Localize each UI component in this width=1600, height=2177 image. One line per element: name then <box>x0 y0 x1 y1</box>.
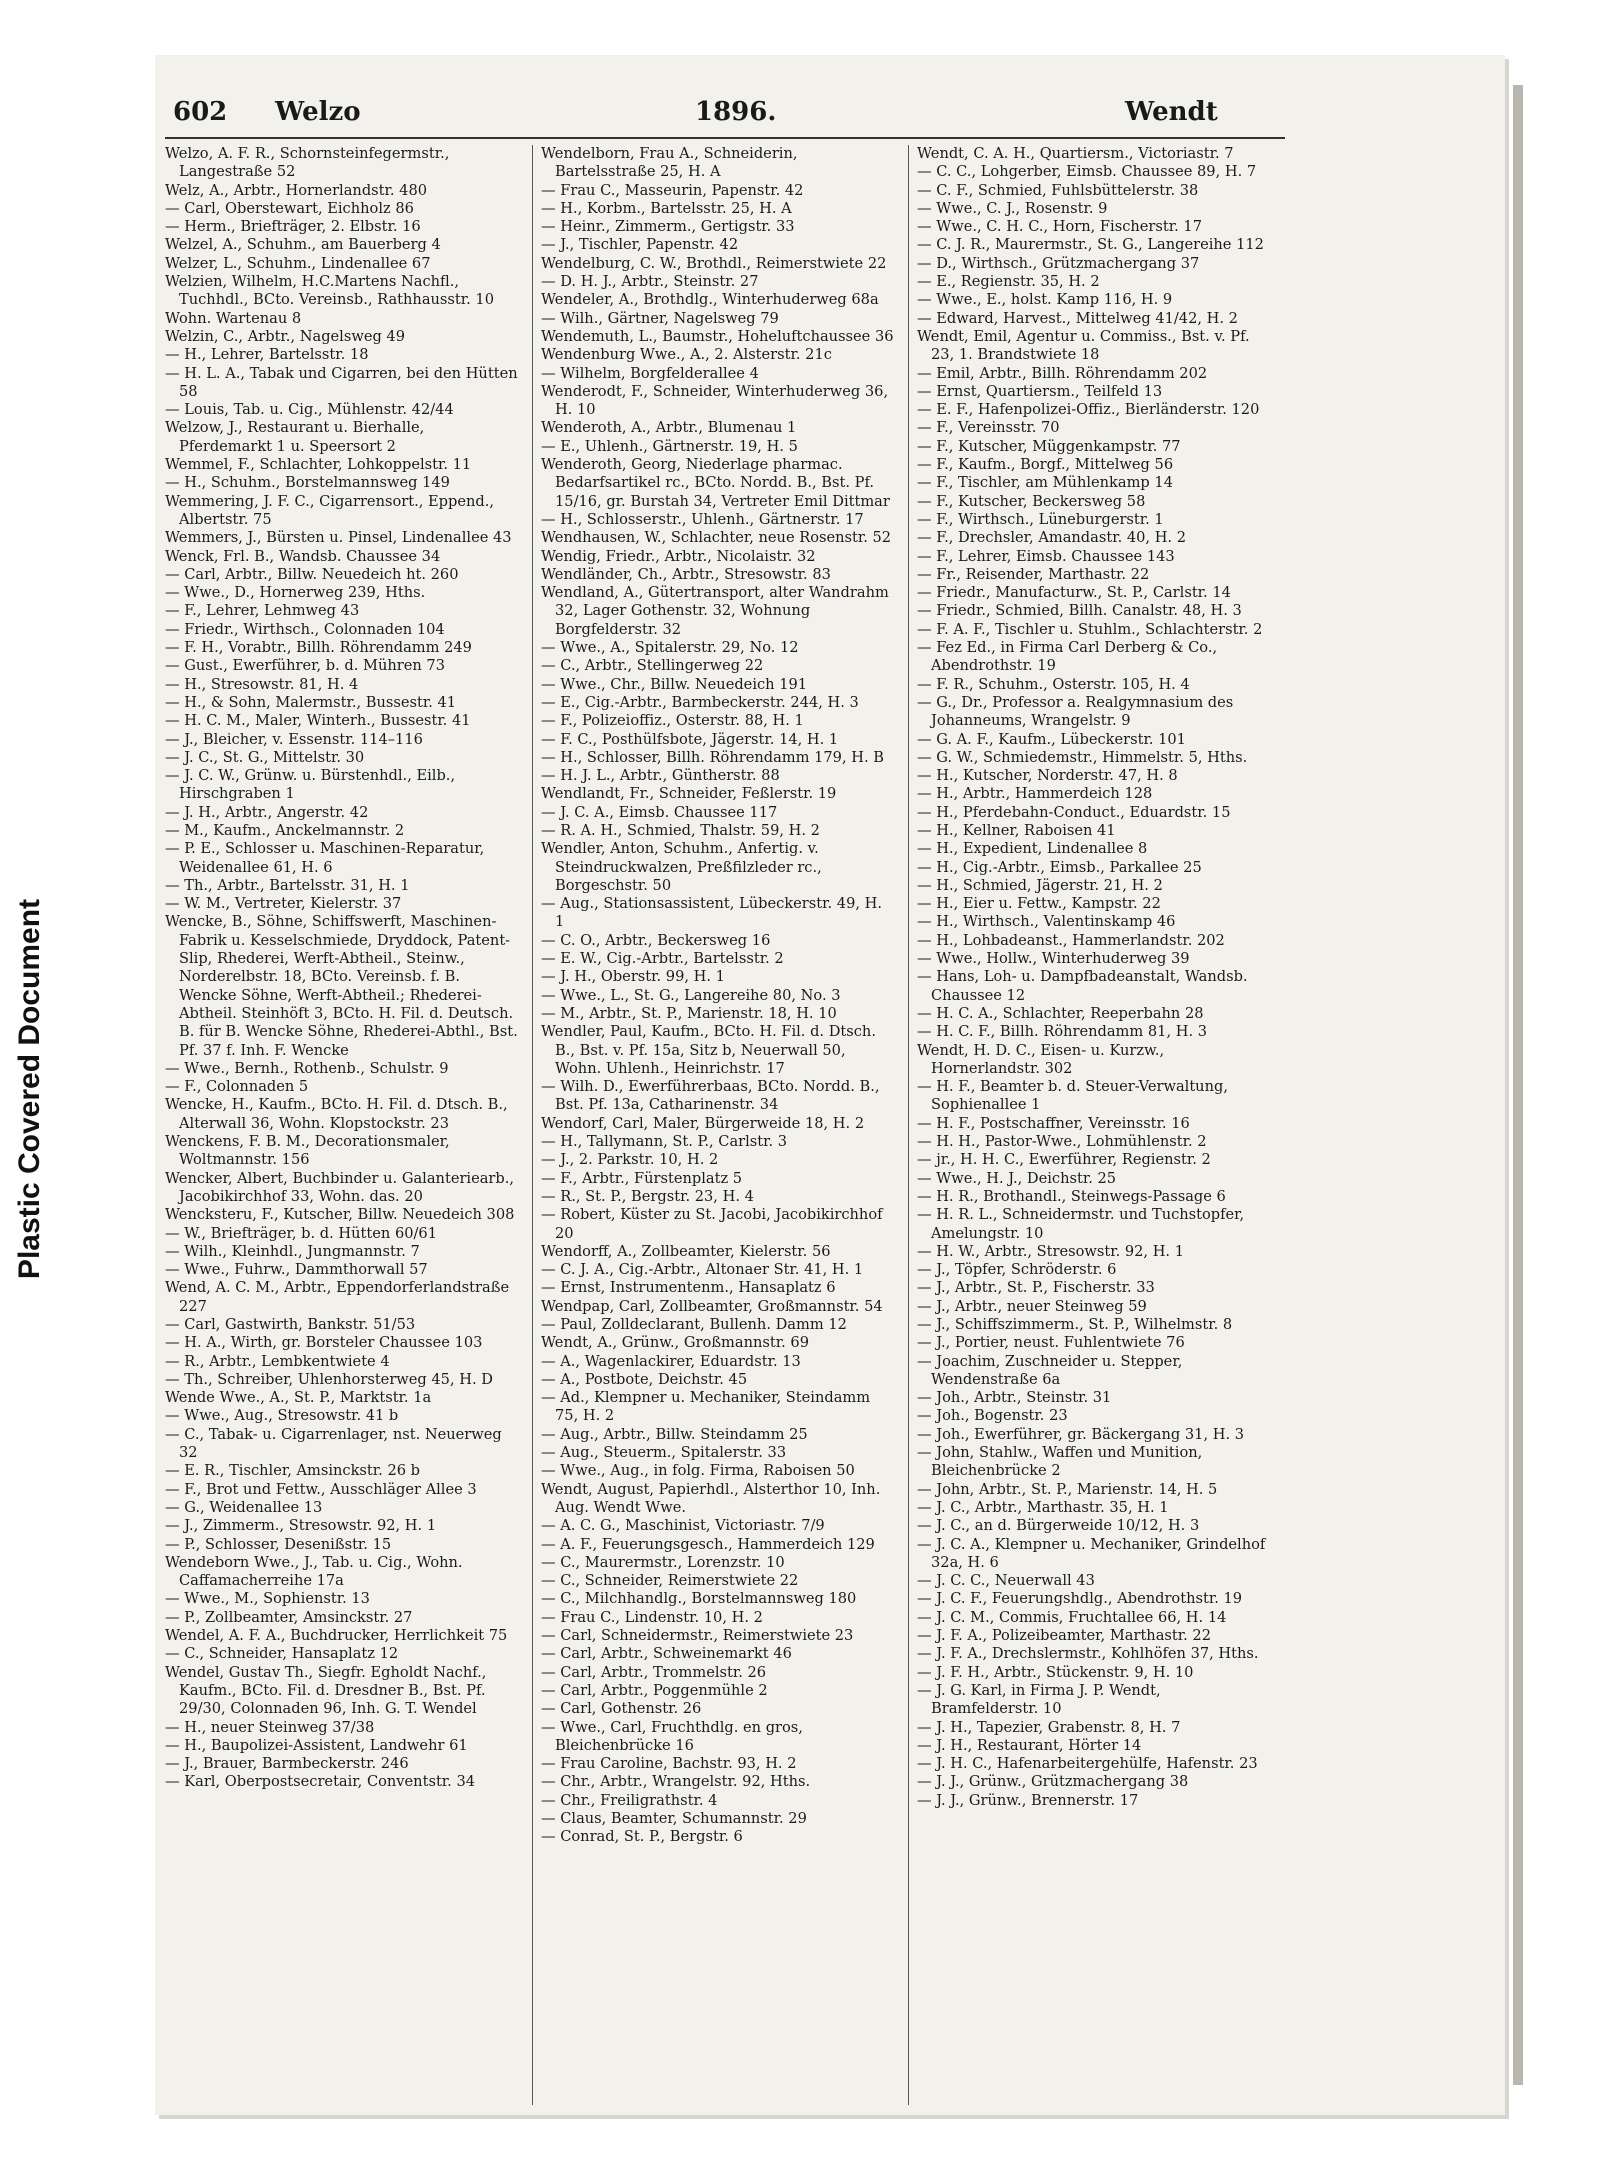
directory-entry: — F., Lehrer, Lehmweg 43 <box>165 602 360 620</box>
directory-entry: Wendorff, A., Zollbeamter, Kielerstr. 56 <box>541 1242 831 1260</box>
directory-entry: — Ernst, Instrumentenm., Hansaplatz 6 <box>541 1279 836 1297</box>
header-rule <box>165 137 1285 139</box>
directory-entry: Wendlandt, Fr., Schneider, Feßlerstr. 19 <box>541 785 837 803</box>
directory-entry: — Carl, Gastwirth, Bankstr. 51/53 <box>165 1316 416 1333</box>
directory-entry: — F. R., Schuhm., Osterstr. 105, H. 4 <box>917 675 1190 693</box>
directory-entry: — F., Kutscher, Müggenkampstr. 77 <box>917 437 1181 455</box>
column-3 <box>917 145 1271 1810</box>
directory-entry: Wendig, Friedr., Arbtr., Nicolaistr. 32 <box>541 547 816 565</box>
directory-entry: — R. A. H., Schmied, Thalstr. 59, H. 2 <box>541 821 820 839</box>
directory-entry: — H., Korbm., Bartelsstr. 25, H. A <box>541 199 792 217</box>
directory-entry: — Wwe., C. H. C., Horn, Fischerstr. 17 <box>917 218 1202 236</box>
directory-entry: — Paul, Zolldeclarant, Bullenh. Damm 12 <box>541 1316 847 1333</box>
directory-entry: — J. J., Grünw., Grützmachergang 38 <box>917 1773 1189 1791</box>
directory-entry: — Wwe., Fuhrw., Dammthorwall 57 <box>165 1261 428 1279</box>
directory-entry: — Wwe., D., Hornerweg 239, Hths. <box>165 584 426 602</box>
directory-entry: — D., Wirthsch., Grützmachergang 37 <box>917 254 1200 272</box>
directory-entry: — H. J. L., Arbtr., Güntherstr. 88 <box>541 767 780 785</box>
directory-entry: — H. C. F., Billh. Röhrendamm 81, H. 3 <box>917 1023 1208 1041</box>
directory-entry: — H. L. A., Tabak und Cigarren, bei den Hütten 58 <box>165 364 518 400</box>
directory-entry: — H., Wirthsch., Valentinskamp 46 <box>917 913 1176 931</box>
directory-entry: Wencker, Albert, Buchbinder u. Galanteriearb., Jacobikirchhof 33, Wohn. das. 20 <box>165 1169 515 1205</box>
directory-entry: — H., Stresowstr. 81, H. 4 <box>165 675 359 693</box>
directory-entry: — G. W., Schmiedemstr., Himmelstr. 5, Hths. <box>917 748 1248 766</box>
directory-entry: — Carl, Arbtr., Poggenmühle 2 <box>541 1681 768 1699</box>
directory-entry: — C., Arbtr., Stellingerweg 22 <box>541 657 764 675</box>
directory-entry: — H. R., Brothandl., Steinwegs-Passage 6 <box>917 1187 1226 1205</box>
directory-entry: Wendel, A. F. A., Buchdrucker, Herrlichkeit 75 <box>165 1627 508 1645</box>
directory-entry: Wendt, H. D. C., Eisen- u. Kurzw., Hornerlandstr. 302 <box>917 1041 1165 1077</box>
keyword-left: Welzo <box>275 97 361 127</box>
column-divider <box>532 145 533 2105</box>
directory-entry: — Wwe., Bernh., Rothenb., Schulstr. 9 <box>165 1059 449 1077</box>
directory-entry: — J. C. A., Eimsb. Chaussee 117 <box>541 803 778 821</box>
directory-entry: Wendpap, Carl, Zollbeamter, Großmannstr. 54 <box>541 1297 883 1315</box>
directory-entry: — Fr., Reisender, Marthastr. 22 <box>917 565 1150 583</box>
directory-entry: — J. H. C., Hafenarbeitergehülfe, Hafenstr. 23 <box>917 1755 1258 1773</box>
directory-entry: Wenderoth, A., Arbtr., Blumenau 1 <box>541 419 797 437</box>
directory-entry: — F., Lehrer, Eimsb. Chaussee 143 <box>917 547 1175 565</box>
directory-entry: Welzer, L., Schuhm., Lindenallee 67 <box>165 254 431 272</box>
directory-entry: Wendelborn, Frau A., Schneiderin, Bartelsstraße 25, H. A <box>541 145 798 181</box>
directory-entry: — John, Arbtr., St. P., Marienstr. 14, H. 5 <box>917 1480 1218 1498</box>
directory-entry: — H., & Sohn, Malermstr., Bussestr. 41 <box>165 693 457 711</box>
directory-entry: — H. C. A., Schlachter, Reeperbahn 28 <box>917 1004 1204 1022</box>
directory-entry: Wende Wwe., A., St. P., Marktstr. 1a <box>165 1389 432 1407</box>
directory-entry: — John, Stahlw., Waffen und Munition, Bleichenbrücke 2 <box>917 1444 1203 1480</box>
directory-entry: — Frau C., Masseurin, Papenstr. 42 <box>541 181 804 199</box>
directory-entry: — Claus, Beamter, Schumannstr. 29 <box>541 1810 807 1828</box>
directory-entry: — M., Kaufm., Anckelmannstr. 2 <box>165 821 405 839</box>
directory-entry: Wendhausen, W., Schlachter, neue Rosenstr. 52 <box>541 529 892 547</box>
directory-entry: — H. A., Wirth, gr. Borsteler Chaussee 103 <box>165 1334 483 1352</box>
directory-entry: — E. R., Tischler, Amsinckstr. 26 b <box>165 1462 420 1480</box>
directory-entry: — J. G. Karl, in Firma J. P. Wendt, Bramfelderstr. 10 <box>917 1681 1161 1718</box>
directory-entry: — Wilh., Kleinhdl., Jungmannstr. 7 <box>165 1242 420 1260</box>
directory-entry: — Conrad, St. P., Bergstr. 6 <box>541 1828 743 1846</box>
directory-entry: — Wwe., L., St. G., Langereihe 80, No. 3 <box>541 986 841 1004</box>
directory-entry: — A. F., Feuerungsgesch., Hammerdeich 129 <box>541 1535 875 1553</box>
directory-entry: — F. C., Posthülfsbote, Jägerstr. 14, H. 1 <box>541 730 839 748</box>
directory-entry: — J., Brauer, Barmbeckerstr. 246 <box>165 1755 409 1773</box>
directory-entry: — J. C. A., Klempner u. Mechaniker, Grindelhof 32a, H. 6 <box>917 1535 1266 1571</box>
directory-entry: Wendorf, Carl, Maler, Bürgerweide 18, H. 2 <box>541 1114 865 1132</box>
directory-entry: — J., Schiffszimmerm., St. P., Wilhelmstr. 8 <box>917 1316 1233 1333</box>
directory-entry: Welzin, C., Arbtr., Nagelsweg 49 <box>165 327 406 345</box>
directory-entry: — J. C., an d. Bürgerweide 10/12, H. 3 <box>917 1517 1200 1535</box>
directory-entry: — Wwe., C. J., Rosenstr. 9 <box>917 199 1108 217</box>
directory-entry: Wend, A. C. M., Arbtr., Eppendorferlandstraße 227 <box>165 1279 510 1315</box>
directory-entry: — Joh., Arbtr., Steinstr. 31 <box>917 1389 1112 1407</box>
directory-entry: — F., Brot und Fettw., Ausschläger Allee 3 <box>165 1480 477 1498</box>
directory-entry: — Wwe., E., holst. Kamp 116, H. 9 <box>917 291 1173 309</box>
directory-entry: — H., Eier u. Fettw., Kampstr. 22 <box>917 895 1161 913</box>
directory-entry: Wendland, A., Gütertransport, alter Wandrahm 32, Lager Gothenstr. 32, Wohnung Borgfelderstr. 32 <box>541 584 889 638</box>
directory-entry: — Fez Ed., in Firma Carl Derberg & Co., Abendrothstr. 19 <box>917 639 1218 675</box>
directory-entry: — Wwe., Aug., Stresowstr. 41 b <box>165 1407 399 1425</box>
directory-entry: — Frau Caroline, Bachstr. 93, H. 2 <box>541 1755 797 1773</box>
directory-entry: — H., Cig.-Arbtr., Eimsb., Parkallee 25 <box>917 858 1202 876</box>
directory-entry: — Wilh. D., Ewerführerbaas, BCto. Nordd. B., Bst. Pf. 13a, Catharinenstr. 34 <box>541 1078 880 1114</box>
directory-entry: Wenck, Frl. B., Wandsb. Chaussee 34 <box>165 547 441 565</box>
directory-entry: — C. C., Lohgerber, Eimsb. Chaussee 89, H. 7 <box>917 163 1257 181</box>
side-label-text: Plastic Covered Document <box>13 898 46 1279</box>
directory-entry: Welz, A., Arbtr., Hornerlandstr. 480 <box>165 181 428 199</box>
directory-entry: — Wwe., Carl, Fruchthdlg. en gros, Bleichenbrücke 16 <box>541 1718 803 1754</box>
directory-entry: — Carl, Arbtr., Billw. Neuedeich ht. 260 <box>165 565 459 583</box>
directory-entry: — E., Uhlenh., Gärtnerstr. 19, H. 5 <box>541 437 798 455</box>
directory-entry: — J., Bleicher, v. Essenstr. 114–116 <box>165 730 423 748</box>
directory-entry: — C., Schneider, Reimerstwiete 22 <box>541 1572 799 1590</box>
directory-entry: — H., Lohbadeanst., Hammerlandstr. 202 <box>917 931 1225 949</box>
directory-entry: — C. F., Schmied, Fuhlsbüttelerstr. 38 <box>917 181 1199 199</box>
directory-entry: — Chr., Arbtr., Wrangelstr. 92, Hths. <box>541 1773 811 1791</box>
directory-entry: — F., Arbtr., Fürstenplatz 5 <box>541 1169 743 1187</box>
directory-entry: Welzel, A., Schuhm., am Bauerberg 4 <box>165 236 441 254</box>
directory-entry: — W. M., Vertreter, Kielerstr. 37 <box>165 895 402 913</box>
directory-entry: — Gust., Ewerführer, b. d. Mühren 73 <box>165 657 445 675</box>
directory-entry: Wenckens, F. B. M., Decorationsmaler, Woltmannstr. 156 <box>165 1133 450 1169</box>
directory-entry: — J., Zimmerm., Stresowstr. 92, H. 1 <box>165 1517 437 1535</box>
directory-entry: — Friedr., Manufacturw., St. P., Carlstr. 14 <box>917 584 1231 602</box>
directory-entry: Wendeler, A., Brothdlg., Winterhuderweg 68a <box>541 291 879 309</box>
directory-entry: — H., Kellner, Raboisen 41 <box>917 821 1116 839</box>
directory-entry: — R., Arbtr., Lembkentwiete 4 <box>165 1352 390 1370</box>
directory-entry: — C. J. R., Maurermstr., St. G., Langereihe 112 <box>917 236 1264 254</box>
directory-entry: — jr., H. H. C., Ewerführer, Regienstr. 2 <box>917 1151 1211 1169</box>
directory-entry: Wendler, Paul, Kaufm., BCto. H. Fil. d. Dtsch. B., Bst. v. Pf. 15a, Sitz b, Neuerwall 50, Wohn. Uhlenh., Heinrichstr. 17 <box>541 1023 876 1077</box>
directory-entry: — H., Schuhm., Borstelmannsweg 149 <box>165 474 450 492</box>
directory-entry: — Wwe., Aug., in folg. Firma, Raboisen 50 <box>541 1462 855 1480</box>
directory-entry: Wendt, A., Grünw., Großmannstr. 69 <box>541 1334 809 1352</box>
directory-entry: — Carl, Arbtr., Trommelstr. 26 <box>541 1663 767 1681</box>
side-label <box>0 0 60 2177</box>
directory-entry: — A., Wagenlackirer, Eduardstr. 13 <box>541 1352 801 1370</box>
directory-entry: — H. R. L., Schneidermstr. und Tuchstopfer, Amelungstr. 10 <box>917 1206 1245 1242</box>
directory-entry: — F., Tischler, am Mühlenkamp 14 <box>917 474 1173 492</box>
directory-entry: — H. W., Arbtr., Stresowstr. 92, H. 1 <box>917 1242 1184 1260</box>
directory-entry: — E., Regienstr. 35, H. 2 <box>917 273 1100 291</box>
directory-entry: Wemmel, F., Schlachter, Lohkoppelstr. 11 <box>165 456 472 474</box>
directory-entry: — H., Schlosser, Billh. Röhrendamm 179, H. B <box>541 748 884 766</box>
directory-entry: — Herm., Briefträger, 2. Elbstr. 16 <box>165 218 421 236</box>
directory-entry: — F., Vereinsstr. 70 <box>917 419 1060 437</box>
directory-entry: — Carl, Schneidermstr., Reimerstwiete 23 <box>541 1627 854 1645</box>
directory-entry: — J. C. F., Feuerungshdlg., Abendrothstr. 19 <box>917 1590 1243 1608</box>
page-edge <box>1513 85 1523 2085</box>
page-number: 602 <box>173 97 228 127</box>
directory-entry: — E., Cig.-Arbtr., Barmbeckerstr. 244, H. 3 <box>541 693 859 711</box>
directory-entry: — J., Arbtr., St. P., Fischerstr. 33 <box>917 1279 1155 1297</box>
directory-entry: Wendelburg, C. W., Brothdl., Reimerstwiete 22 <box>541 254 887 272</box>
directory-entry: — Louis, Tab. u. Cig., Mühlenstr. 42/44 <box>165 401 454 419</box>
directory-entry: — Joh., Ewerführer, gr. Bäckergang 31, H. 3 <box>917 1425 1245 1443</box>
directory-entry: — J. F. A., Polizeibeamter, Marthastr. 22 <box>917 1627 1211 1645</box>
directory-entry: — Carl, Arbtr., Schweinemarkt 46 <box>541 1645 792 1663</box>
directory-entry: — J. C., Arbtr., Marthastr. 35, H. 1 <box>917 1498 1169 1516</box>
directory-entry: — Aug., Arbtr., Billw. Steindamm 25 <box>541 1425 808 1443</box>
directory-entry: — C. O., Arbtr., Beckersweg 16 <box>541 931 771 949</box>
directory-entry: Wendeborn Wwe., J., Tab. u. Cig., Wohn. Caffamacherreihe 17a <box>165 1553 463 1590</box>
directory-entry: — H., neuer Steinweg 37/38 <box>165 1718 375 1736</box>
directory-entry: — Aug., Steuerm., Spitalerstr. 33 <box>541 1444 787 1462</box>
directory-entry: — Edward, Harvest., Mittelweg 41/42, H. 2 <box>917 309 1238 327</box>
directory-entry: Wendemuth, L., Baumstr., Hoheluftchaussee 36 <box>541 327 894 345</box>
directory-entry: — J. H., Tapezier, Grabenstr. 8, H. 7 <box>917 1718 1181 1736</box>
directory-entry: Wencke, H., Kaufm., BCto. H. Fil. d. Dtsch. B., Alterwall 36, Wohn. Klopstockstr. 23 <box>165 1096 508 1132</box>
directory-entry: — Emil, Arbtr., Billh. Röhrendamm 202 <box>917 364 1208 382</box>
scanned-page <box>155 55 1505 2115</box>
directory-entry: — J. J., Grünw., Brennerstr. 17 <box>917 1791 1139 1809</box>
directory-entry: — Wwe., Chr., Billw. Neuedeich 191 <box>541 675 808 693</box>
directory-entry: — H. H., Pastor-Wwe., Lohmühlenstr. 2 <box>917 1133 1207 1151</box>
directory-entry: — C., Tabak- u. Cigarrenlager, nst. Neuerweg 32 <box>165 1425 502 1462</box>
directory-entry: — A. C. G., Maschinist, Victoriastr. 7/9 <box>541 1517 825 1535</box>
directory-entry: — G., Weidenallee 13 <box>165 1498 323 1516</box>
directory-entry: — H., Kutscher, Norderstr. 47, H. 8 <box>917 767 1178 785</box>
directory-entry: — H. F., Beamter b. d. Steuer-Verwaltung, Sophienallee 1 <box>917 1078 1228 1114</box>
directory-entry: — Wwe., M., Sophienstr. 13 <box>165 1590 370 1608</box>
directory-entry: — J., 2. Parkstr. 10, H. 2 <box>541 1151 719 1169</box>
page-header <box>165 97 1245 131</box>
directory-entry: — R., St. P., Bergstr. 23, H. 4 <box>541 1187 754 1205</box>
directory-entry: — C., Schneider, Hansaplatz 12 <box>165 1645 399 1663</box>
directory-entry: Wenderodt, F., Schneider, Winterhuderweg 36, H. 10 <box>541 382 889 419</box>
directory-entry: — Th., Arbtr., Bartelsstr. 31, H. 1 <box>165 876 410 894</box>
directory-entry: Wendt, C. A. H., Quartiersm., Victoriastr. 7 <box>917 145 1234 162</box>
directory-entry: — P. E., Schlosser u. Maschinen-Reparatur, Weidenallee 61, H. 6 <box>165 840 485 876</box>
directory-entry: — J. H., Arbtr., Angerstr. 42 <box>165 803 369 821</box>
directory-entry: — J., Töpfer, Schröderstr. 6 <box>917 1261 1117 1279</box>
column-2 <box>541 145 895 1847</box>
directory-entry: — J. H., Oberstr. 99, H. 1 <box>541 968 725 986</box>
directory-entry: — Karl, Oberpostsecretair, Conventstr. 34 <box>165 1773 476 1791</box>
directory-entry: — F., Polizeioffiz., Osterstr. 88, H. 1 <box>541 712 804 730</box>
directory-entry: — Robert, Küster zu St. Jacobi, Jacobikirchhof 20 <box>541 1206 883 1242</box>
directory-entry: Wendt, August, Papierhdl., Alsterthor 10, Inh. Aug. Wendt Wwe. <box>541 1480 881 1516</box>
directory-entry: — F. A. F., Tischler u. Stuhlm., Schlachterstr. 2 <box>917 620 1263 638</box>
directory-entry: — J., Arbtr., neuer Steinweg 59 <box>917 1297 1147 1315</box>
directory-entry: — J. F. A., Drechslermstr., Kohlhöfen 37, Hths. <box>917 1645 1259 1663</box>
directory-entry: — Chr., Freiligrathstr. 4 <box>541 1791 718 1809</box>
directory-entry: — J. C. W., Grünw. u. Bürstenhdl., Eilb., Hirschgraben 1 <box>165 767 456 803</box>
directory-entry: — F., Kaufm., Borgf., Mittelweg 56 <box>917 456 1174 474</box>
directory-entry: — C., Milchhandlg., Borstelmannsweg 180 <box>541 1590 857 1608</box>
directory-entry: — Wilh., Gärtner, Nagelsweg 79 <box>541 309 779 327</box>
directory-entry: — H. C. M., Maler, Winterh., Bussestr. 41 <box>165 712 471 730</box>
directory-entry: — Wwe., Hollw., Winterhuderweg 39 <box>917 950 1190 968</box>
directory-entry: — H., Baupolizei-Assistent, Landwehr 61 <box>165 1736 468 1754</box>
directory-entry: — J. F. H., Arbtr., Stückenstr. 9, H. 10 <box>917 1663 1194 1681</box>
directory-entry: Wendler, Anton, Schuhm., Anfertig. v. Steindruckwalzen, Preßfilzleder rc., Borgeschstr. 50 <box>541 840 822 894</box>
directory-entry: — Friedr., Wirthsch., Colonnaden 104 <box>165 620 445 638</box>
directory-entry: — G. A. F., Kaufm., Lübeckerstr. 101 <box>917 730 1186 748</box>
directory-entry: — F., Colonnaden 5 <box>165 1078 309 1096</box>
directory-entry: — Joachim, Zuschneider u. Stepper, Wendenstraße 6a <box>917 1352 1183 1388</box>
directory-entry: — Wwe., A., Spitalerstr. 29, No. 12 <box>541 639 799 657</box>
directory-entry: Wemmering, J. F. C., Cigarrensort., Eppend., Albertstr. 75 <box>165 492 494 528</box>
directory-entry: — P., Zollbeamter, Amsinckstr. 27 <box>165 1608 413 1626</box>
directory-entry: — Ernst, Quartiersm., Teilfeld 13 <box>917 382 1163 400</box>
directory-entry: Welzo, A. F. R., Schornsteinfegermstr., Langestraße 52 <box>165 145 450 181</box>
keyword-right: Wendt <box>1125 97 1218 127</box>
directory-entry: — W., Briefträger, b. d. Hütten 60/61 <box>165 1224 437 1242</box>
directory-entry: — Joh., Bogenstr. 23 <box>917 1407 1068 1425</box>
directory-entry: — E. W., Cig.-Arbtr., Bartelsstr. 2 <box>541 950 784 968</box>
directory-entry: — J., Portier, neust. Fuhlentwiete 76 <box>917 1334 1185 1352</box>
directory-entry: — Frau C., Lindenstr. 10, H. 2 <box>541 1608 763 1626</box>
directory-entry: Wendt, Emil, Agentur u. Commiss., Bst. v. Pf. 23, 1. Brandstwiete 18 <box>917 327 1250 364</box>
directory-entry: — P., Schlosser, Desenißstr. 15 <box>165 1535 392 1553</box>
directory-entry: — A., Postbote, Deichstr. 45 <box>541 1370 748 1388</box>
directory-entry: — Carl, Gothenstr. 26 <box>541 1700 702 1718</box>
directory-entry: — M., Arbtr., St. P., Marienstr. 18, H. 10 <box>541 1004 837 1022</box>
directory-entry: — F. H., Vorabtr., Billh. Röhrendamm 249 <box>165 639 472 657</box>
directory-entry: — C. J. A., Cig.-Arbtr., Altonaer Str. 41, H. 1 <box>541 1261 864 1279</box>
directory-entry: — H., Schlosserstr., Uhlenh., Gärtnerstr. 17 <box>541 510 864 528</box>
directory-entry: — D. H. J., Arbtr., Steinstr. 27 <box>541 273 759 291</box>
directory-entry: — G., Dr., Professor a. Realgymnasium des Johanneums, Wrangelstr. 9 <box>917 693 1234 730</box>
directory-entry: Wendel, Gustav Th., Siegfr. Egholdt Nachf., Kaufm., BCto. Fil. d. Dresdner B., Bst. Pf. 29/30, Colonnaden 96, Inh. G. T. Wendel <box>165 1663 487 1718</box>
directory-entry: — J. C., St. G., Mittelstr. 30 <box>165 748 365 766</box>
directory-entry: — H., Lehrer, Bartelsstr. 18 <box>165 346 369 364</box>
directory-entry: — H., Pferdebahn-Conduct., Eduardstr. 15 <box>917 803 1231 821</box>
directory-entry: Wenderoth, Georg, Niederlage pharmac. Bedarfsartikel rc., BCto. Nordd. B., Bst. Pf. 15/16, gr. Burstah 34, Vertreter Emil Dittmar <box>541 456 890 510</box>
page-year: 1896. <box>695 97 777 127</box>
directory-entry: — J., Tischler, Papenstr. 42 <box>541 236 739 254</box>
directory-entry: Wemmers, J., Bürsten u. Pinsel, Lindenallee 43 <box>165 529 512 547</box>
directory-entry: Wencksteru, F., Kutscher, Billw. Neuedeich 308 <box>165 1206 515 1224</box>
directory-entry: Welzow, J., Restaurant u. Bierhalle, Pferdemarkt 1 u. Speersort 2 <box>165 419 425 455</box>
directory-entry: — Wilhelm, Borgfelderallee 4 <box>541 364 759 382</box>
directory-entry: Wendländer, Ch., Arbtr., Stresowstr. 83 <box>541 565 831 583</box>
directory-entry: — J. C. C., Neuerwall 43 <box>917 1572 1095 1590</box>
directory-entry: Wohn. Wartenau 8 <box>165 309 302 327</box>
directory-entry: — H., Schmied, Jägerstr. 21, H. 2 <box>917 876 1163 894</box>
directory-entry: — F., Wirthsch., Lüneburgerstr. 1 <box>917 510 1164 528</box>
directory-entry: — H., Expedient, Lindenallee 8 <box>917 840 1148 858</box>
directory-entry: — J. H., Restaurant, Hörter 14 <box>917 1736 1142 1754</box>
directory-entry: — Ad., Klempner u. Mechaniker, Steindamm 75, H. 2 <box>541 1389 871 1425</box>
directory-entry: — Friedr., Schmied, Billh. Canalstr. 48, H. 3 <box>917 602 1242 620</box>
directory-entry: — Aug., Stationsassistent, Lübeckerstr. 49, H. 1 <box>541 895 882 931</box>
directory-entry: — Hans, Loh- u. Dampfbadeanstalt, Wandsb. Chaussee 12 <box>917 968 1248 1004</box>
directory-entry: — F., Kutscher, Beckersweg 58 <box>917 492 1146 510</box>
directory-entry: — E. F., Hafenpolizei-Offiz., Bierländerstr. 120 <box>917 401 1260 419</box>
directory-entry: — F., Drechsler, Amandastr. 40, H. 2 <box>917 529 1186 547</box>
column-divider <box>908 145 909 2105</box>
directory-entry: — J. C. M., Commis, Fruchtallee 66, H. 14 <box>917 1608 1227 1626</box>
directory-entry: Wencke, B., Söhne, Schiffswerft, Maschinen-Fabrik u. Kesselschmiede, Dryddock, Patent-Slip, Rhederei, Werft-Abtheil., Steinw., Norderelbstr. 18, BCto. Vereinsb. f. B. Wencke Söhne, Werft-Abtheil.; Rhederei-Abtheil. Steinhöft 3, BCto. H. Fil. d. Deutsch. B. für B. Wencke Söhne, Rhederei-Abthl., Bst. Pf. 37 f. Inh. F. Wencke <box>165 913 518 1059</box>
directory-entry: — Carl, Oberstewart, Eichholz 86 <box>165 199 414 217</box>
directory-entry: — H. F., Postschaffner, Vereinsstr. 16 <box>917 1114 1190 1132</box>
directory-entry: — C., Maurermstr., Lorenzstr. 10 <box>541 1553 785 1571</box>
directory-entry: — Th., Schreiber, Uhlenhorsterweg 45, H. D <box>165 1370 493 1388</box>
directory-entry: — H., Tallymann, St. P., Carlstr. 3 <box>541 1133 788 1151</box>
directory-entry: — Wwe., H. J., Deichstr. 25 <box>917 1169 1117 1187</box>
directory-entry: — H., Arbtr., Hammerdeich 128 <box>917 785 1153 803</box>
directory-entry: — Heinr., Zimmerm., Gertigstr. 33 <box>541 218 795 236</box>
directory-entry: Welzien, Wilhelm, H.C.Martens Nachfl., Tuchhdl., BCto. Vereinsb., Rathhausstr. 10 <box>165 273 494 309</box>
directory-entry: Wendenburg Wwe., A., 2. Alsterstr. 21c <box>541 346 832 364</box>
column-1 <box>165 145 519 1792</box>
